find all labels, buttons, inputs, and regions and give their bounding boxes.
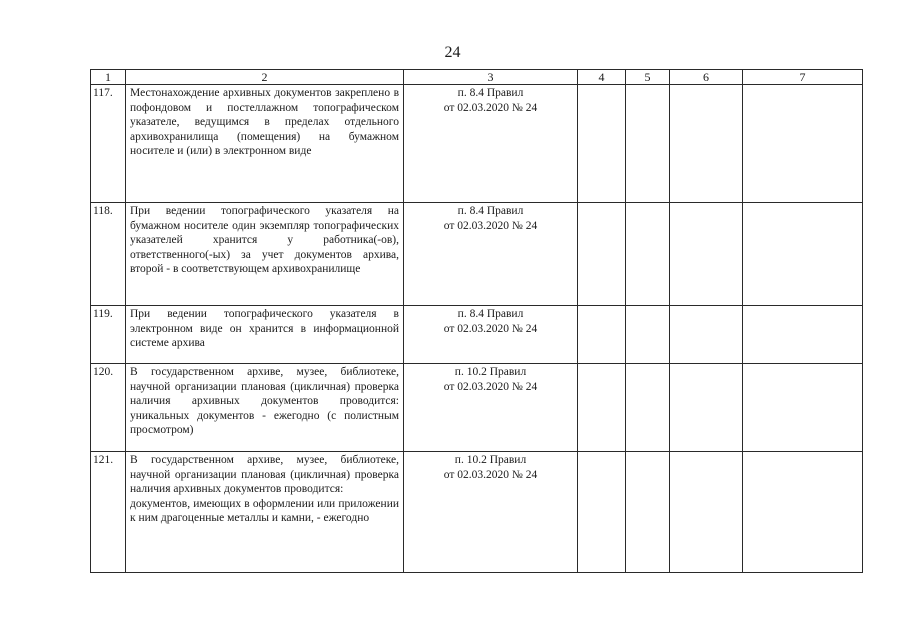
requirement-intro: В государственном архиве, музее, библиотеке, научной организации плановая (цикличная) проверка наличия архивных документов проводится: bbox=[130, 454, 399, 496]
page-number: 24 bbox=[444, 44, 461, 61]
row-number: 121. bbox=[91, 452, 126, 573]
column-header-5: 5 bbox=[626, 70, 670, 85]
answer-cell-na bbox=[670, 306, 743, 364]
row-number: 117. bbox=[91, 85, 126, 203]
row-number: 118. bbox=[91, 203, 126, 306]
requirement-text bbox=[126, 452, 404, 573]
reference-clause: п. 10.2 Правил bbox=[454, 366, 527, 378]
column-header-6: 6 bbox=[670, 70, 743, 85]
requirement-text: В государственном архиве, музее, библиотеке, научной организации плановая (цикличная) проверка наличия архивных документов проводится: уникальных документов - ежегодно (с полистным просмотром) bbox=[126, 364, 404, 452]
legal-reference bbox=[404, 306, 578, 364]
row-number: 119. bbox=[91, 306, 126, 364]
column-header-4: 4 bbox=[578, 70, 626, 85]
reference-act: от 02.03.2020 № 24 bbox=[443, 219, 538, 232]
notes-cell bbox=[743, 452, 863, 573]
reference-act: от 02.03.2020 № 24 bbox=[443, 101, 538, 114]
row-number: 120. bbox=[91, 364, 126, 452]
requirement-text: При ведении топографического указателя на бумажном носителе один экземпляр топографических указателей хранится у работника(-ов), ответственного(-ых) за учет документов архива, второй - в соответствующем архивохранилище bbox=[126, 203, 404, 306]
legal-reference bbox=[404, 85, 578, 203]
answer-cell-yes bbox=[578, 452, 626, 573]
reference-clause: п. 8.4 Правил bbox=[457, 308, 524, 320]
requirement-text: При ведении топографического указателя в электронном виде он хранится в информационной системе архива bbox=[126, 306, 404, 364]
column-header-3: 3 bbox=[404, 70, 578, 85]
answer-cell-na bbox=[670, 452, 743, 573]
reference-clause: п. 8.4 Правил bbox=[457, 205, 524, 217]
reference-act: от 02.03.2020 № 24 bbox=[443, 468, 538, 481]
table-row bbox=[91, 364, 863, 452]
answer-cell-no bbox=[626, 203, 670, 306]
reference-clause: п. 10.2 Правил bbox=[454, 454, 527, 466]
answer-cell-yes bbox=[578, 203, 626, 306]
table-row bbox=[91, 85, 863, 203]
table-row bbox=[91, 452, 863, 573]
answer-cell-yes bbox=[578, 306, 626, 364]
legal-reference bbox=[404, 452, 578, 573]
answer-cell-no bbox=[626, 85, 670, 203]
reference-clause: п. 8.4 Правил bbox=[457, 87, 524, 99]
answer-cell-yes bbox=[578, 85, 626, 203]
reference-act: от 02.03.2020 № 24 bbox=[443, 322, 538, 335]
column-header-1: 1 bbox=[91, 70, 126, 85]
notes-cell bbox=[743, 306, 863, 364]
answer-cell-no bbox=[626, 364, 670, 452]
requirement-item: документов, имеющих в оформлении или приложении к ним драгоценные металлы и камни, - ежегодно bbox=[130, 497, 399, 525]
requirement-text: Местонахождение архивных документов закреплено в пофондовом и постеллажном топографическом указателе, ведущимся в пределах отдельного архивохранилища (помещения) на бумажном носителе и (или) в электронном виде bbox=[126, 85, 404, 203]
answer-cell-na bbox=[670, 85, 743, 203]
reference-act: от 02.03.2020 № 24 bbox=[443, 380, 538, 393]
column-header-7: 7 bbox=[743, 70, 863, 85]
legal-reference bbox=[404, 203, 578, 306]
answer-cell-na bbox=[670, 364, 743, 452]
table-row bbox=[91, 203, 863, 306]
answer-cell-no bbox=[626, 306, 670, 364]
table-row bbox=[91, 306, 863, 364]
answer-cell-yes bbox=[578, 364, 626, 452]
answer-cell-na bbox=[670, 203, 743, 306]
notes-cell bbox=[743, 364, 863, 452]
legal-reference bbox=[404, 364, 578, 452]
notes-cell bbox=[743, 203, 863, 306]
notes-cell bbox=[743, 85, 863, 203]
answer-cell-no bbox=[626, 452, 670, 573]
column-header-2: 2 bbox=[126, 70, 404, 85]
header-row bbox=[91, 70, 863, 85]
checklist-table bbox=[90, 69, 863, 573]
